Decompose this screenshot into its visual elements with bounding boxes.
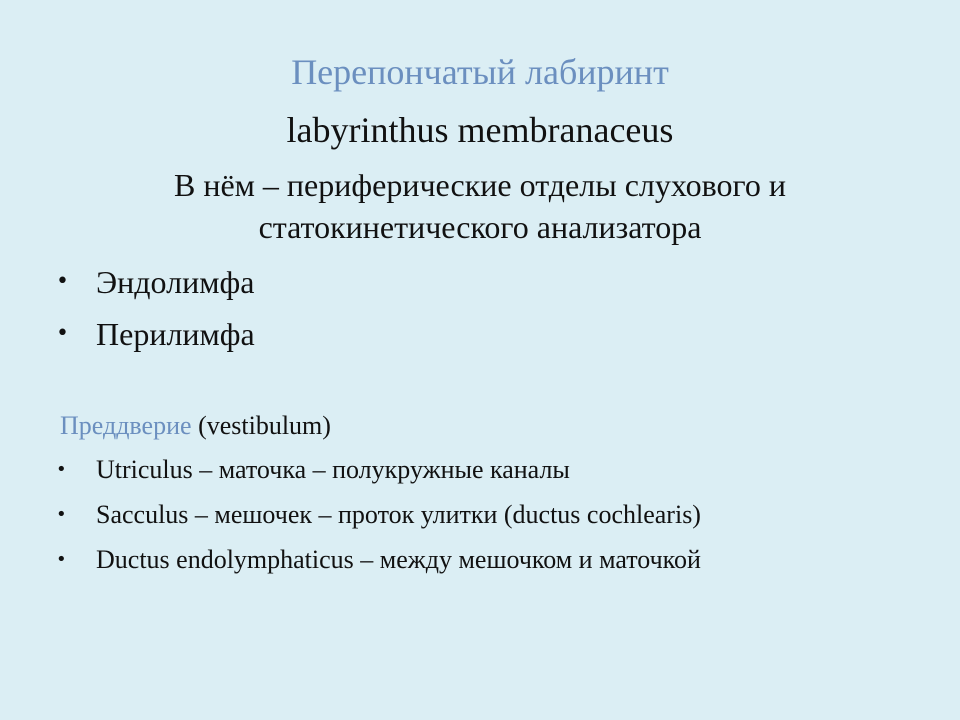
list-item-label: Sacculus – мешочек – проток улитки (ductus cochlearis) — [96, 500, 701, 529]
list-item-label: Utriculus – маточка – полукружные каналы — [96, 455, 570, 484]
vestibule-label: Преддверие — [60, 411, 192, 440]
vestibule-heading — [60, 408, 331, 444]
bullet-icon: • — [56, 269, 69, 294]
list-item-perilymph — [56, 314, 255, 354]
list-item-label: Ductus endolymphaticus – между мешочком и маточкой — [96, 545, 701, 574]
fluids-list — [56, 262, 255, 366]
list-item-sacculus — [56, 497, 701, 533]
bullet-icon: • — [56, 549, 67, 570]
bullet-icon: • — [56, 459, 67, 480]
latin-name: labyrinthus membranaceus — [286, 110, 674, 150]
list-item-label: Эндолимфа — [96, 264, 255, 300]
description-text: В нём – периферические отделы слухового и статокинетического анализатора — [174, 167, 786, 245]
list-item-label: Перилимфа — [96, 316, 255, 352]
list-item-endolymph — [56, 262, 255, 302]
vestibule-latin: (vestibulum) — [198, 411, 331, 440]
list-item-utriculus — [56, 452, 701, 488]
bullet-icon: • — [56, 321, 69, 346]
slide-title: Перепончатый лабиринт — [291, 52, 669, 92]
list-item-ductus — [56, 542, 701, 578]
bullet-icon: • — [56, 504, 67, 525]
vestibule-parts-list — [56, 452, 701, 587]
